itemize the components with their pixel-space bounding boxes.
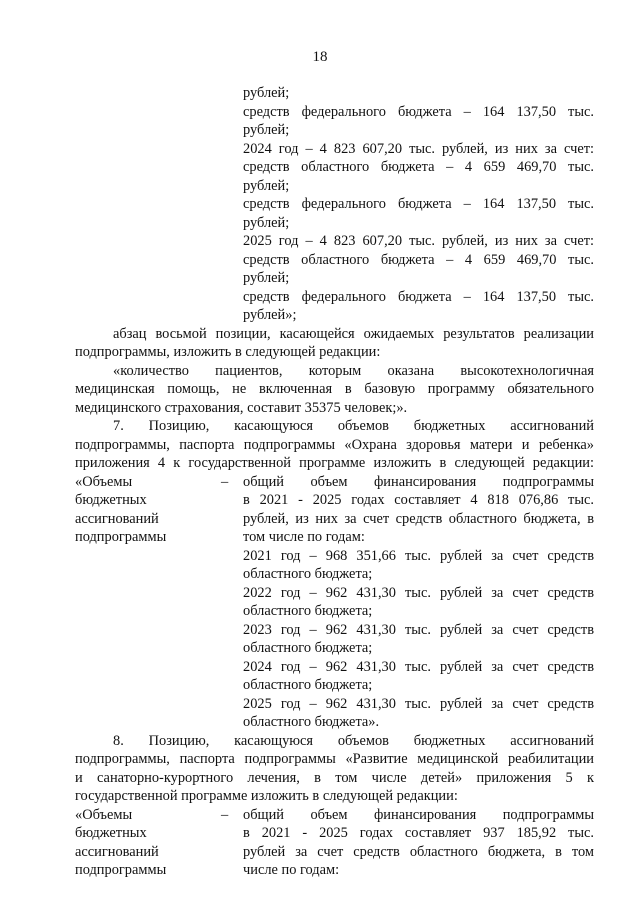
- table-value: рублей за счет средств областного бюджета, в том: [243, 843, 594, 860]
- budget-line: 2024 год – 4 823 607,20 тыс. рублей, из них за счет:: [243, 140, 594, 157]
- paragraph-line: медицинского страхования, составит 35375 человек;».: [75, 399, 408, 416]
- table-value: общий объем финансирования подпрограммы: [243, 806, 594, 823]
- table-value: областного бюджета;: [243, 640, 373, 656]
- item8-line: государственной программе изложить в следующей редакции:: [75, 788, 458, 804]
- table-value: областного бюджета;: [243, 566, 373, 582]
- budget-line: средств федерального бюджета – 164 137,50 тыс.: [243, 288, 594, 305]
- budget-line: средств федерального бюджета – 164 137,50 тыс.: [243, 103, 594, 120]
- item7-line: 7. Позицию, касающуюся объемов бюджетных ассигнований: [113, 418, 594, 434]
- table-label: «Объемы: [75, 473, 133, 490]
- table-value: областного бюджета».: [243, 714, 380, 730]
- table-label: бюджетных: [75, 492, 147, 508]
- table-label: «Объемы: [75, 806, 133, 823]
- budget-line: средств федерального бюджета – 164 137,50 тыс.: [243, 196, 594, 212]
- table-dash: –: [221, 473, 229, 490]
- budget-line: 2025 год – 4 823 607,20 тыс. рублей, из них за счет:: [243, 233, 594, 249]
- table-label: подпрограммы: [75, 862, 167, 878]
- table-value: 2022 год – 962 431,30 тыс. рублей за счет средств: [243, 584, 594, 601]
- table-value: 2024 год – 962 431,30 тыс. рублей за счет средств: [243, 658, 594, 675]
- budget-line: рублей;: [243, 177, 290, 194]
- budget-line: средств областного бюджета – 4 659 469,70 тыс.: [243, 159, 594, 175]
- paragraph-line: медицинская помощь, не включенная в базовую программу обязательного: [75, 381, 594, 397]
- budget-line: рублей;: [243, 270, 290, 286]
- table-value: том числе по годам:: [243, 529, 365, 545]
- budget-line: рублей;: [243, 85, 290, 101]
- table-value: областного бюджета;: [243, 677, 373, 693]
- budget-line: рублей;: [243, 122, 290, 138]
- table-label: подпрограммы: [75, 529, 167, 545]
- table-value: 2025 год – 962 431,30 тыс. рублей за счет средств: [243, 695, 594, 712]
- item7-line: приложения 4 к государственной программе изложить в следующей редакции:: [75, 455, 594, 471]
- table-value: в 2021 - 2025 годах составляет 4 818 076,86 тыс.: [243, 492, 594, 508]
- table-value: 2023 год – 962 431,30 тыс. рублей за счет средств: [243, 621, 594, 638]
- table-value: областного бюджета;: [243, 603, 373, 619]
- item8-line: 8. Позицию, касающуюся объемов бюджетных ассигнований: [113, 732, 594, 749]
- budget-line: средств областного бюджета – 4 659 469,70 тыс.: [243, 251, 594, 268]
- table-label: ассигнований: [75, 510, 159, 527]
- item8-line: и санаторно-курортного лечения, в том числе детей» приложения 5 к: [75, 769, 594, 786]
- table-value: 2021 год – 968 351,66 тыс. рублей за счет средств: [243, 547, 594, 564]
- table-value: рублей, из них за счет средств областного бюджета, в: [243, 510, 594, 527]
- item8-line: подпрограммы, паспорта подпрограммы «Развитие медицинской реабилитации: [75, 751, 594, 767]
- page-number: 18: [312, 49, 328, 65]
- table-label: бюджетных: [75, 825, 147, 841]
- item7-line: подпрограммы, паспорта подпрограммы «Охрана здоровья матери и ребенка»: [75, 436, 594, 453]
- table-label: ассигнований: [75, 843, 159, 860]
- table-value: числе по годам:: [243, 862, 340, 878]
- budget-line: рублей;: [243, 214, 290, 231]
- paragraph-line: «количество пациентов, которым оказана высокотехнологичная: [113, 362, 594, 379]
- table-value: в 2021 - 2025 годах составляет 937 185,92 тыс.: [243, 825, 594, 841]
- paragraph-line: подпрограммы, изложить в следующей редакции:: [75, 344, 381, 360]
- table-dash: –: [221, 806, 229, 823]
- budget-line: рублей»;: [243, 307, 297, 323]
- table-value: общий объем финансирования подпрограммы: [243, 473, 594, 490]
- paragraph-line: абзац восьмой позиции, касающейся ожидаемых результатов реализации: [113, 325, 594, 342]
